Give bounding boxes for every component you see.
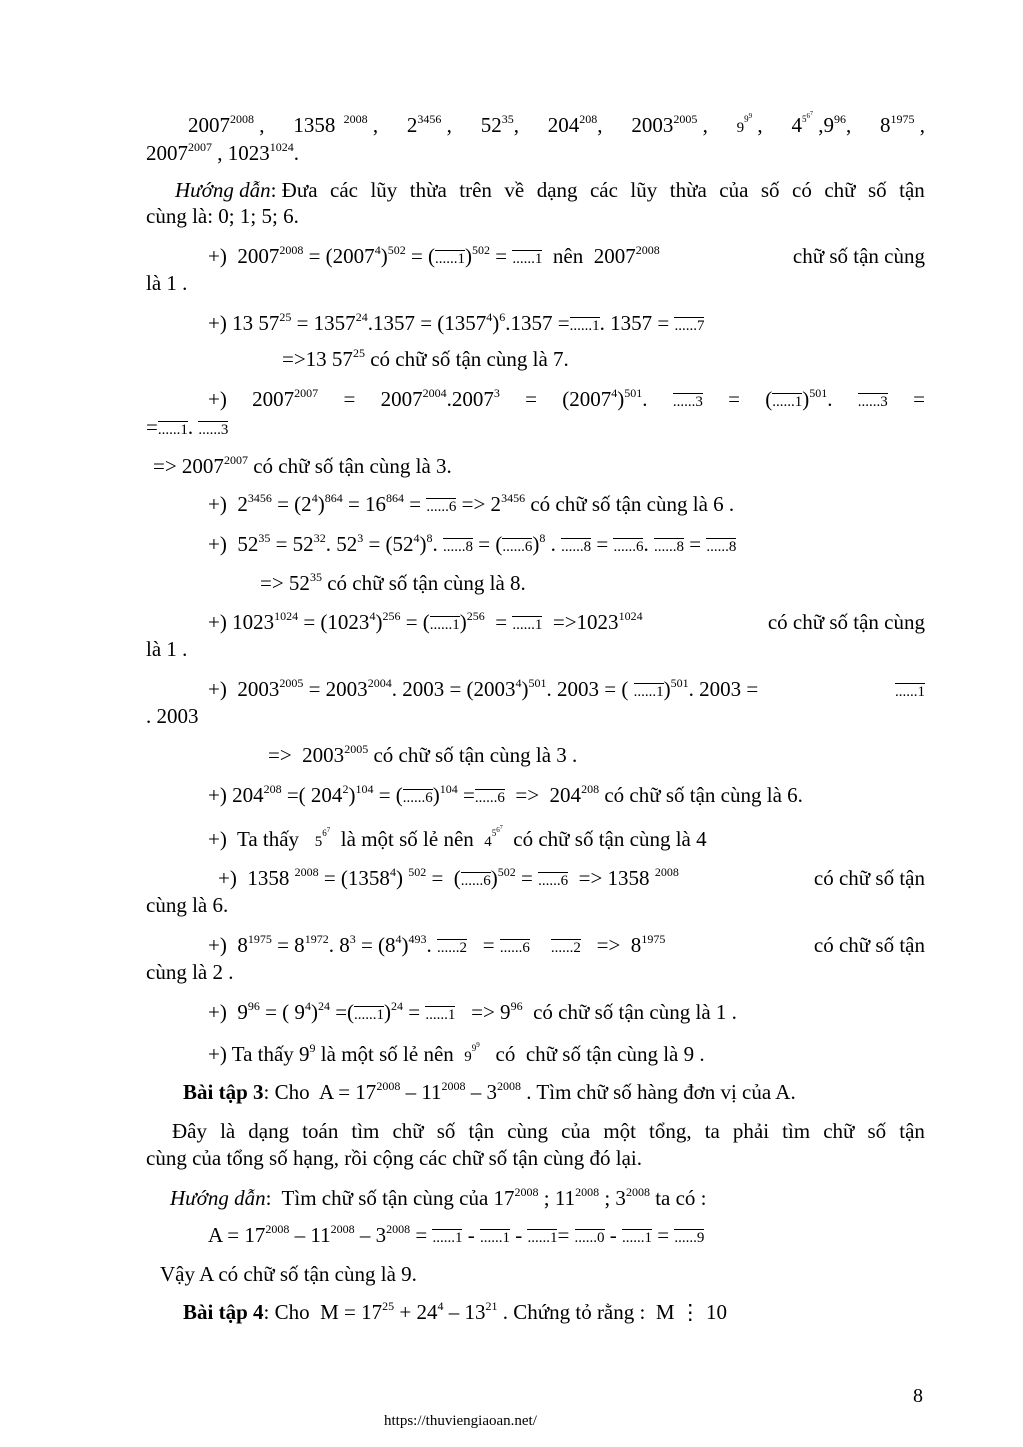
calc-204-208: +) $204^{208}$ =( $204^2)^{104} = (......6)^{104} =......6 => 204^{208}$ có chữ số tận cùng là 6.: [208, 782, 803, 807]
calc-2007-2008: +) $2007^{2008} = (2007^4)^{502} = (......1)^{502} = ......1$ nên $2007^{2008}$ chữ số tận cùng: [208, 243, 925, 268]
exercise-3-statement: Bài tập 3: Cho $A = 17^{2008} - 11^{2008} - 3^{2008}$ . Tìm chữ số hàng đơn vị của A.: [183, 1079, 796, 1104]
calc-1023-1024: +) $1023^{1024} = (1023^4)^{256} = (......1)^{256} = ......1 =>1023^{1024}$ có chữ số tận cùng: [208, 609, 925, 634]
calc-1358-2008-end: cùng là 6.: [146, 893, 229, 917]
hint-label: Hướng dẫn: [175, 178, 271, 202]
page-number: 8: [913, 1385, 923, 1407]
hint-paragraph-2: cùng là: 0; 1; 5; 6.: [146, 204, 299, 228]
exercise-4-label: Bài tập 4: [183, 1300, 264, 1324]
calc-4-tower: +) Ta thấy $5^{6^7}$ là một số lẻ nên $4^{5^{6^7}}$ có chữ số tận cùng là 4: [208, 825, 707, 851]
calc-1023-1024-end: là 1 .: [146, 637, 188, 661]
calc-9-tower: +) Ta thấy $9^9$ là một số lẻ nên $9^{9^9}$ có chữ số tận cùng là 9 .: [208, 1041, 705, 1066]
intro-sum-line-2: cùng của tổng số hạng, rồi cộng các chữ số tận cùng đó lại.: [146, 1146, 642, 1170]
calc-1357-25-result: =>13 $57^{25}$ có chữ số tận cùng là 7.: [282, 346, 569, 371]
calc-52-35: +) $52^{35} = 52^{32}$. $52^3 = (52^4)^8$. $......8 = (......6)^8$ . ......8 = ......6. ......8 = ......8: [208, 531, 737, 556]
calc-2-3456: +) $2^{3456} = (2^4)^{864} = 16^{864} = ......6 => 2^{3456}$ có chữ số tận cùng là 6 .: [208, 491, 735, 516]
calc-2003-2005-cont: . 2003: [146, 704, 199, 728]
conclusion-exercise-3: Vậy A có chữ số tận cùng là 9.: [160, 1262, 417, 1286]
calc-2007-2007: +) $2007^{2007}$ = $2007^{2004}.2007^3$ = $(2007^4)^{501}$. ......3 = $(......1)^{501}$. ......3 =: [208, 386, 925, 411]
hint-exercise-3: Hướng dẫn: Tìm chữ số tận cùng của $17^{2008}$ ; $11^{2008}$ ; $3^{2008}$ ta có :: [170, 1185, 707, 1210]
powers-list-line-2: $2007^{2007}$ , $1023^{1024}$.: [146, 140, 299, 165]
hint-paragraph-1: Hướng dẫn: Đưa các lũy thừa trên về dạng các lũy thừa của số có chữ số tận: [175, 178, 925, 202]
powers-list-line-1: $2007^{2008}$ , 1358 $^{2008}$ , $2^{3456}$ , $52^{35}$, $204^{208}$, $2003^{2005}$ , $9^{9^9}$ , $4^{5^{6^7}}$ $,9^{96}$, $8^{1975}$ ,: [188, 111, 925, 137]
calc-1358-2008: +) 1358 $^{2008} = (1358^4) ^{502} = (......6)^{502} = ......6 => 1358$ $^{2008}$ có chữ số tận: [218, 865, 925, 890]
calc-2003-2005-result: => $2003^{2005}$ có chữ số tận cùng là 3 .: [268, 742, 578, 767]
calc-1357-25: +) 13 $57^{25} = 1357^{24}.1357 = (1357^4)^6.1357 =......1$. 1357 = ......7: [208, 310, 705, 335]
calc-exercise-3: $A = 17^{2008} - 11^{2008} - 3^{2008} = ......1 - ......1 - ......1= ......0 - ......1 = ......9$: [208, 1222, 705, 1247]
calc-9-96: +) $9^{96}$ = ( $9^4)^{24} =(......1)^{24} = ......1 => 9^{96}$ có chữ số tận cùng là 1 .: [208, 999, 737, 1024]
exercise-4-statement: Bài tập 4: Cho $M = 17^{25} + 24^4 - 13^{21}$ . Chứng tỏ rằng : M ⋮ 10: [183, 1299, 728, 1324]
calc-52-35-result: => $52^{35}$ có chữ số tận cùng là 8.: [260, 570, 526, 595]
intro-sum-line-1: Đây là dạng toán tìm chữ số tận cùng của một tổng, ta phải tìm chữ số tận: [172, 1119, 925, 1143]
hint-label-2: Hướng dẫn: [170, 1186, 266, 1210]
calc-2007-2008-end: là 1 .: [146, 271, 188, 295]
calc-2003-2005: +) $2003^{2005} = 2003^{2004}$. $2003 = (2003^4)^{501}$. 2003 = ( ......1)$^{501}$. 2003 = ......1: [208, 676, 925, 701]
calc-2007-2007-result: => $2007^{2007}$ có chữ số tận cùng là 3.: [153, 453, 452, 478]
footer-url[interactable]: https://thuviengiaoan.net/: [384, 1413, 537, 1429]
calc-8-1975: +) $8^{1975} = 8^{1972}$. $8^3 = (8^4)^{493}$. ......2 = ......6 $......2 => 8^{1975}$ có chữ số tận: [208, 932, 925, 957]
calc-8-1975-end: cùng là 2 .: [146, 960, 234, 984]
exercise-3-label: Bài tập 3: [183, 1080, 264, 1104]
calc-2007-2007-cont: =......1. ......3: [146, 415, 229, 439]
